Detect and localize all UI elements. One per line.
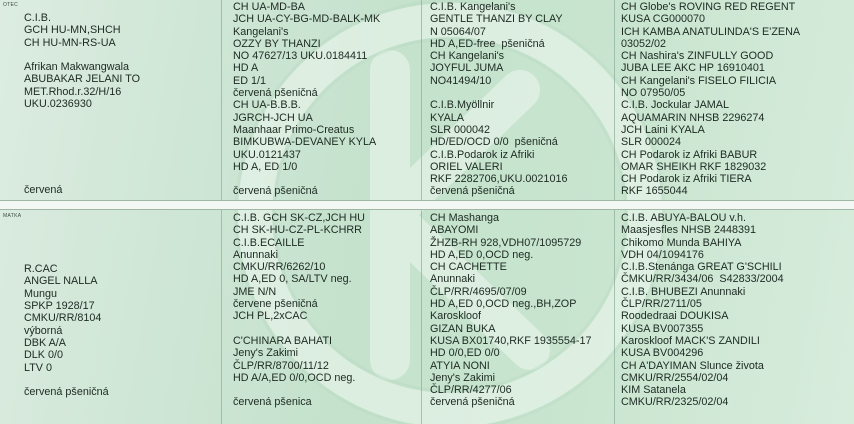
pedigree-line: C.I.B. GCH SK-CZ,JCH HU <box>233 212 365 224</box>
sire-section-label: OTEC <box>3 2 19 8</box>
pedigree-line <box>233 323 365 335</box>
pedigree-line: KUSA BX01740,RKF 1935554-17 <box>430 334 592 347</box>
pedigree-line <box>24 239 109 251</box>
pedigree-line: C.I.B.Podarok iz Afriki <box>430 148 535 161</box>
pedigree-line: Anunnaki <box>430 273 476 286</box>
pedigree-line: Karoskloof <box>430 310 482 323</box>
pedigree-line: SPKP 1928/17 <box>24 300 95 313</box>
pedigree-line: CH Mashanga <box>430 212 500 224</box>
pedigree-line: červená pšeničná <box>233 87 318 100</box>
pedigree-line: HD A,ED 0,OCD neg.,BH,ZOP <box>430 298 577 311</box>
pedigree-line: HD A,ED 0, SA/LTV neg. <box>233 273 352 286</box>
pedigree-line: HD 0/0,ED 0/0 <box>430 347 500 360</box>
pedigree-line: CH CACHETTE <box>430 261 507 274</box>
pedigree-line: HD A <box>233 62 259 75</box>
pedigree-line: CH HU-MN-RS-UA <box>24 36 116 49</box>
pedigree-line: OMAR SHEIKH RKF 1829032 <box>621 160 767 173</box>
pedigree-line: červená <box>24 184 63 197</box>
pedigree-line: CMKU/RR/8104 <box>24 312 102 325</box>
pedigree-line <box>24 110 140 122</box>
pedigree-line: C.I.B. <box>24 12 51 24</box>
pedigree-line: červená pšeničná <box>430 396 515 409</box>
pedigree-line: DBK A/A <box>24 336 67 349</box>
pedigree-line: Jeny's Zakimi <box>233 347 299 360</box>
dam-column-3 <box>430 212 591 409</box>
pedigree-line: výborná <box>24 324 63 337</box>
pedigree-line: C'CHINARA BAHATI <box>233 334 333 347</box>
pedigree-line: BIMKUBWA-DEVANEY KYLA <box>233 136 377 149</box>
pedigree-line: VDH 04/1094176 <box>621 248 704 261</box>
pedigree-line: CMKU/RR/2325/02/04 <box>621 396 729 409</box>
pedigree-line: CH UA-MD-BA <box>233 1 305 13</box>
sire-column-4 <box>621 1 800 198</box>
pedigree-line: Roodedraai DOUKISA <box>621 310 729 323</box>
pedigree-line: JCH Laini KYALA <box>621 123 705 136</box>
pedigree-line: HD A/A,ED 0/0,OCD neg. <box>233 371 356 384</box>
pedigree-line: OZZY BY THANZI <box>233 37 321 50</box>
dam-column-4 <box>621 212 784 409</box>
pedigree-line: JME N/N <box>233 285 277 298</box>
pedigree-line: CH Kangelani's <box>430 50 505 63</box>
pedigree-line: HD A, ED 1/0 <box>233 160 298 173</box>
pedigree-line: Mungu <box>24 287 58 300</box>
pedigree-line: Maanhaar Primo-Creatus <box>233 123 355 136</box>
section-divider <box>0 200 854 210</box>
pedigree-line: CH Kangelani's FISELO FILICIA <box>621 74 777 87</box>
pedigree-line <box>24 251 109 263</box>
pedigree-line: CH Nashira's ZINFULLY GOOD <box>621 50 774 63</box>
pedigree-line: Karoskloof MACK'S ZANDILI <box>621 334 760 347</box>
pedigree-line: CH Podarok iz Afriki TIERA <box>621 173 752 186</box>
pedigree-line: KUSA BV007355 <box>621 322 704 335</box>
pedigree-line: ČLP/RR/4695/07/09 <box>430 285 527 298</box>
pedigree-line: Kangelani's <box>233 25 289 38</box>
pedigree-line: ATYIA NONI <box>430 359 490 372</box>
pedigree-line <box>24 147 140 159</box>
pedigree-line: CH Globe's ROVING RED REGENT <box>621 1 796 13</box>
pedigree-line: N 05064/07 <box>430 25 486 38</box>
pedigree-line: CH Podarok iz Afriki BABUR <box>621 148 758 161</box>
pedigree-line: CMKU/RR/2554/02/04 <box>621 371 729 384</box>
pedigree-line: JOYFUL JUMA <box>430 62 504 75</box>
pedigree-line: ČLP/RR/2711/05 <box>621 298 702 311</box>
pedigree-line: červene pšeničná <box>233 298 318 311</box>
pedigree-line: JUBA LEE AKC HP 16910401 <box>621 62 765 75</box>
pedigree-line: C.I.B.Stenánga GREAT G'SCHILI <box>621 261 782 274</box>
pedigree-line: ČMKU/RR/3434/06 S42833/2004 <box>621 273 784 286</box>
dam-column-1 <box>24 214 109 398</box>
pedigree-line: RKF 1655044 <box>621 185 688 198</box>
pedigree-line: JCH UA-CY-BG-MD-BALK-MK <box>233 13 381 26</box>
pedigree-line <box>24 172 140 184</box>
pedigree-line: červená pšenica <box>233 396 312 409</box>
sire-column-3 <box>430 1 567 198</box>
pedigree-line: C.I.B. Kangelani's <box>430 1 516 13</box>
pedigree-line: CMKU/RR/6262/10 <box>233 261 326 274</box>
pedigree-line: NO 07950/05 <box>621 87 686 100</box>
pedigree-line: 03052/02 <box>621 37 667 50</box>
pedigree-line: NO41494/10 <box>430 74 492 87</box>
pedigree-line: HD A,ED 0,OCD neg. <box>430 248 534 261</box>
pedigree-line: GENTLE THANZI BY CLAY <box>430 13 563 26</box>
pedigree-line: KYALA <box>430 111 465 124</box>
pedigree-line <box>24 135 140 147</box>
pedigree-line <box>233 173 380 185</box>
pedigree-line: KUSA BV004296 <box>621 347 704 360</box>
pedigree-line: Anunnaki <box>233 248 279 261</box>
pedigree-line: CH A'DAYIMAN Slunce života <box>621 359 764 372</box>
pedigree-line: JGRCH-JCH UA <box>233 111 313 124</box>
pedigree-line: Jeny's Zakimi <box>430 371 496 384</box>
pedigree-line: C.I.B. BHUBEZI Anunnaki <box>621 285 746 298</box>
sire-column-1 <box>24 12 140 196</box>
pedigree-line: ČLP/RR/8700/11/12 <box>233 359 329 372</box>
pedigree-line: SLR 000042 <box>430 123 491 136</box>
pedigree-line <box>24 374 109 386</box>
pedigree-line: HD/ED/OCD 0/0 pšeničná <box>430 136 558 149</box>
pedigree-line: Maasjesfles NHSB 2448391 <box>621 224 757 237</box>
pedigree-line: ABAYOMI <box>430 224 479 237</box>
pedigree-line: červená pšeničná <box>233 185 318 198</box>
pedigree-line: ED 1/1 <box>233 74 267 87</box>
pedigree-line: ORIEL VALERI <box>430 160 503 173</box>
column-divider <box>614 0 615 424</box>
pedigree-line: KUSA CG000070 <box>621 13 706 26</box>
pedigree-line: červená pšeničná <box>430 185 515 198</box>
pedigree-line: ANGEL NALLA <box>24 275 98 288</box>
pedigree-line: UKU.0121437 <box>233 148 301 161</box>
pedigree-line: Afrikan Makwangwala <box>24 61 130 74</box>
pedigree-line: CH SK-HU-CZ-PL-KCHRR <box>233 224 362 237</box>
pedigree-line: RKF 2282706,UKU.0021016 <box>430 173 568 186</box>
dam-column-2 <box>233 212 365 409</box>
column-divider <box>421 0 422 424</box>
pedigree-line: JCH PL,2xCAC <box>233 310 308 323</box>
pedigree-line: ČLP/RR/4277/06 <box>430 384 512 397</box>
pedigree-line <box>24 226 109 238</box>
pedigree-line: ICH KAMBA ANATULINDA'S E'ZENA <box>621 25 801 38</box>
pedigree-line <box>24 123 140 135</box>
pedigree-line: AQUAMARIN NHSB 2296274 <box>621 111 765 124</box>
pedigree-line: ŽHZB-RH 928,VDH07/1095729 <box>430 236 582 249</box>
pedigree-line: LTV 0 <box>24 361 53 374</box>
pedigree-line: červená pšeničná <box>24 386 109 399</box>
pedigree-line: CH UA-B.B.B. <box>233 99 301 112</box>
pedigree-line: R.CAC <box>24 263 58 276</box>
pedigree-line: HD A,ED-free pšeničná <box>430 37 545 50</box>
column-divider <box>221 0 222 424</box>
pedigree-line: KIM Satanela <box>621 384 686 397</box>
pedigree-line: Chikomo Munda BAHIYA <box>621 236 742 249</box>
pedigree-line: ABUBAKAR JELANI TO <box>24 73 141 86</box>
pedigree-line <box>24 214 109 226</box>
pedigree-line <box>430 87 567 99</box>
dam-section-label: MATKA <box>3 213 22 219</box>
pedigree-line <box>233 384 365 396</box>
pedigree-line: UKU.0236930 <box>24 98 92 111</box>
pedigree-line <box>24 49 140 61</box>
sire-column-2 <box>233 1 380 198</box>
pedigree-line: DLK 0/0 <box>24 349 64 362</box>
pedigree-line: C.I.B.ECAILLE <box>233 236 305 249</box>
pedigree-line: NO 47627/13 UKU.0184411 <box>233 50 368 63</box>
pedigree-line: GCH HU-MN,SHCH <box>24 24 121 37</box>
pedigree-line: C.I.B.Myöllnir <box>430 99 495 112</box>
pedigree-line <box>24 160 140 172</box>
pedigree-line: SLR 000024 <box>621 136 682 149</box>
pedigree-line: C.I.B. ABUYA-BALOU v.h. <box>621 212 747 224</box>
pedigree-line: MET.Rhod.r.32/H/16 <box>24 85 122 98</box>
pedigree-line: C.I.B. Jockular JAMAL <box>621 99 730 112</box>
pedigree-line: GIZAN BUKA <box>430 322 496 335</box>
